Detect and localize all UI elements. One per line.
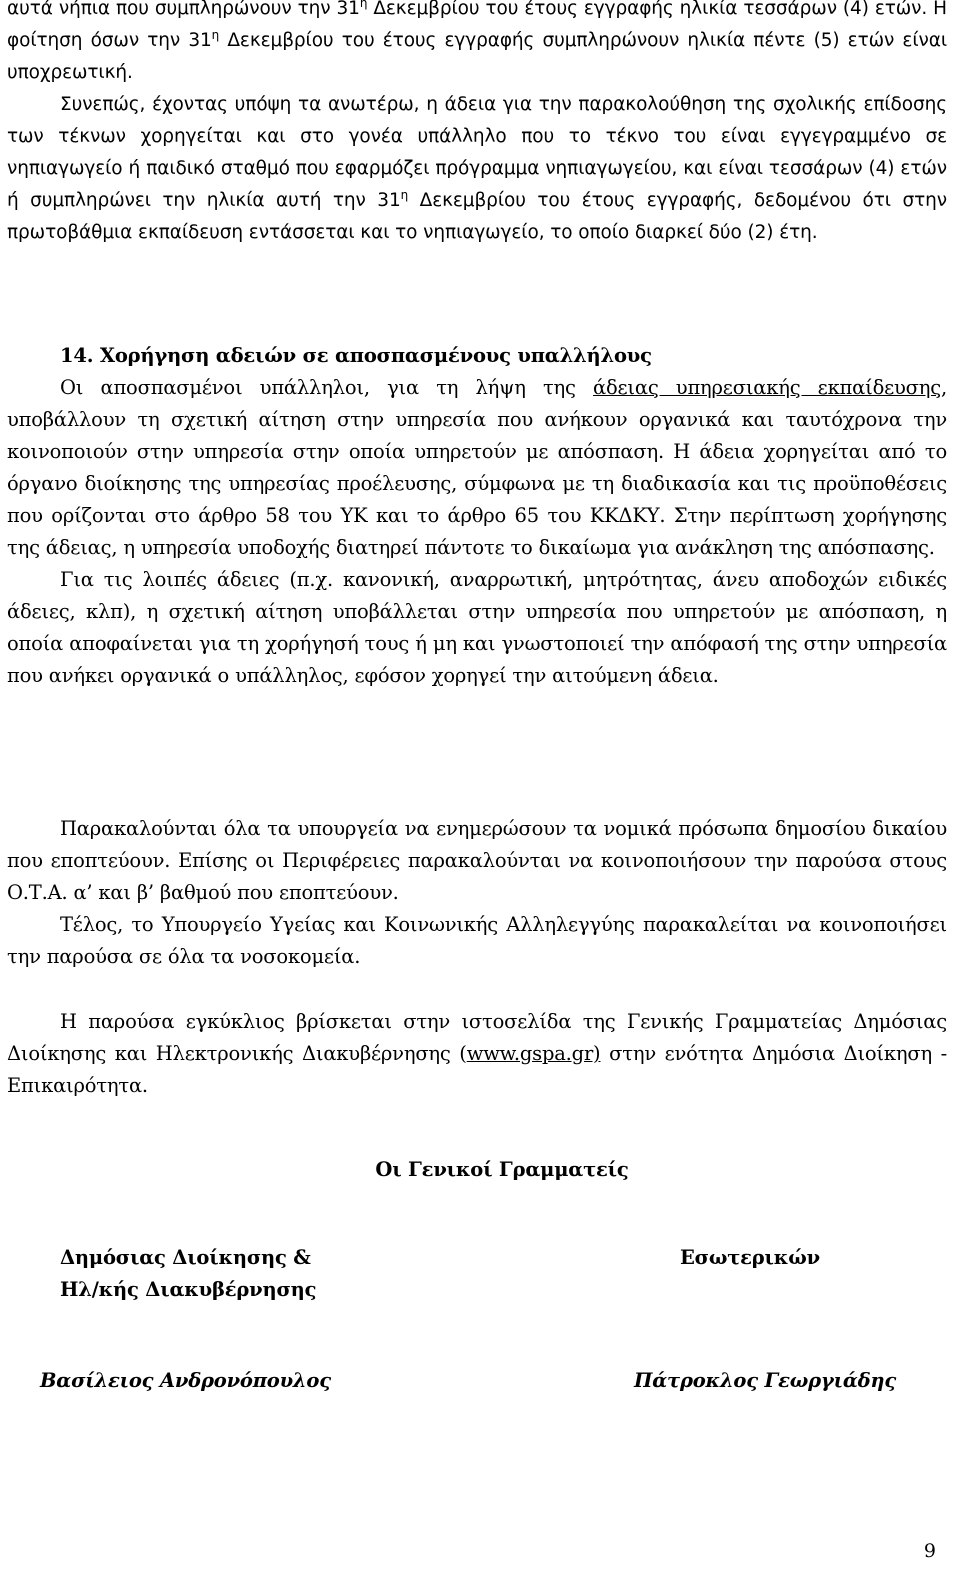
- superscript: η: [359, 0, 368, 10]
- left-role-line-2: Ηλ/κής Διακυβέρνησης: [60, 1278, 317, 1301]
- left-role-line-1: Δημόσιας Διοίκησης &: [60, 1246, 311, 1269]
- section-heading: 14. Χορήγηση αδειών σε αποσπασμένους υπαλλήλους: [60, 344, 652, 367]
- seconded-text-2: , υποβάλλουν τη σχετική αίτηση στην υπηρεσία που ανήκουν οργανικά και ταυτόχρονα την κοινοποιούν στην υπηρεσία στην οποία υπηρετούν με απόσπαση. Η άδεια χορηγείται από το όργανο διοίκησης της υπηρεσίας προέλευσης, σύμφωνα με τη διαδικασία και τις προϋποθέσεις που ορίζονται στο άρθρο 58 του ΥΚ και το άρθρο 65 του ΚΚΔΚΥ. Στην περίπτωση χορήγησης της άδειας, η υπηρεσία υποδοχής διατηρεί πάντοτε το δικαίωμα για ανάκληση της απόσπασης.: [7, 376, 947, 559]
- seconded-paragraph: [7, 372, 947, 564]
- page-number: 9: [923, 1540, 936, 1562]
- signatories-title: Οι Γενικοί Γραμματείς: [375, 1158, 629, 1181]
- intro-paragraph: [7, 0, 947, 249]
- closing-paragraph-2: Τέλος, το Υπουργείο Υγείας και Κοινωνικής Αλληλεγγύης παρακαλείται να κοινοποιήσει την παρούσα σε όλα τα νοσοκομεία.: [7, 913, 947, 968]
- website-paragraph: [7, 1006, 947, 1102]
- superscript: η: [400, 188, 409, 202]
- superscript: η: [211, 28, 220, 42]
- nursery-text-2: Δεκεμβρίου του έτους εγγραφής, δεδομένου ότι στην πρωτοβάθμια εκπαίδευση εντάσσεται και το νηπιαγωγείο, το οποίο διαρκεί δύο (2) έτη.: [7, 190, 947, 243]
- seconded-text-1: Οι αποσπασμένοι υπάλληλοι, για τη λήψη της: [60, 376, 593, 399]
- left-signatory-name: Βασίλειος Ανδρονόπουλος: [40, 1369, 331, 1392]
- closing-paragraph-1: Παρακαλούνται όλα τα υπουργεία να ενημερώσουν τα νομικά πρόσωπα δημοσίου δικαίου που εποπτεύουν. Επίσης οι Περιφέρειες παρακαλούνται να κοινοποιήσουν την παρούσα στους Ο.Τ.Α. α’ και β’ βαθμού που εποπτεύουν.: [7, 817, 947, 904]
- intro-text-2: Δεκεμβρίου του έτους εγγραφής ηλικία τεσσάρων (4) ετών. Η φοίτηση όσων την 31: [7, 0, 947, 51]
- other-leaves-paragraph: Για τις λοιπές άδειες (π.χ. κανονική, αναρρωτική, μητρότητας, άνευ αποδοχών ειδικές άδειες, κλπ), η σχετική αίτηση υποβάλλεται στην υπηρεσία που υπηρετούν με απόσπαση, η οποία αποφαίνεται για τη χορήγησή τους ή μη και γνωστοποιεί την απόφασή της στην υπηρεσία που ανήκει οργανικά ο υπάλληλος, εφόσον χορηγεί την αιτούμενη άδεια.: [7, 568, 947, 687]
- right-signatory-name: Πάτροκλος Γεωργιάδης: [634, 1369, 897, 1392]
- intro-text-3: Δεκεμβρίου του έτους εγγραφής συμπληρώνουν ηλικία πέντε (5) ετών είναι υποχρεωτική.: [7, 30, 947, 83]
- right-role: Εσωτερικών: [680, 1246, 820, 1269]
- website-text-2: στην ενότητα Δημόσια Διοίκηση - Επικαιρότητα.: [7, 1042, 947, 1097]
- training-leave-term: άδειας υπηρεσιακής εκπαίδευσης: [593, 376, 941, 399]
- website-text-1: Η παρούσα εγκύκλιος βρίσκεται στην ιστοσελίδα της Γενικής Γραμματείας Δημόσιας Διοίκησης και Ηλεκτρονικής Διακυβέρνησης (: [7, 1010, 947, 1065]
- website-link[interactable]: www.gspa.gr): [466, 1042, 601, 1065]
- intro-text-1: αυτά νήπια που συμπληρώνουν την 31: [7, 0, 360, 19]
- nursery-text-1: Συνεπώς, έχοντας υπόψη τα ανωτέρω, η άδεια για την παρακολούθηση της σχολικής επίδοσης των τέκνων χορηγείται και στο γονέα υπάλληλο που το τέκνο του είναι εγγεγραμμένο σε νηπιαγωγείο ή παιδικό σταθμό που εφαρμόζει πρόγραμμα νηπιαγωγείου, και είναι τεσσάρων (4) ετών ή συμπληρώνει την ηλικία αυτή την 31: [7, 94, 947, 211]
- section-14-body: [7, 372, 947, 692]
- closing-block: [7, 813, 947, 973]
